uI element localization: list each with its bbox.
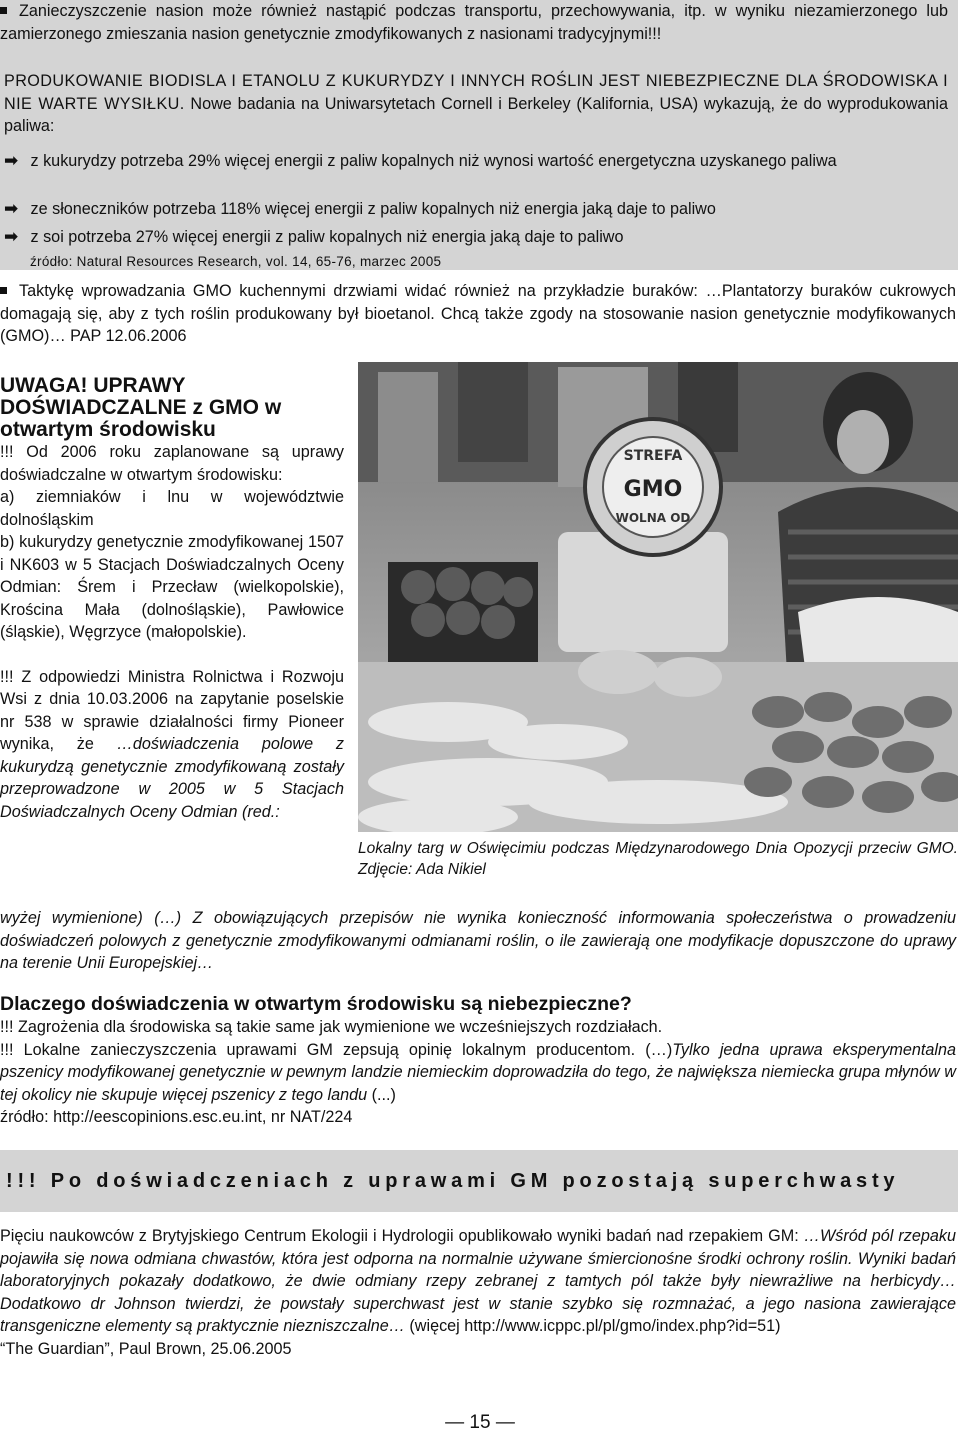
- final-paragraph: Pięciu naukowców z Brytyjskiego Centrum Ekologii i Hydrologii opublikowało wyniki badań nad rzepakiem GM: …Wśród pól rzepaku pojawiła się nowa odmiana chwastów, która jest odporna na normalnie używane śmiercionośne środki ochrony roślin. Wyniki badań laboratoryjnych pokazały dodatkowo, że dwie odmiany rzepy zebranej z tamtych pól także były niewrażliwe na herbicydy…Dodatkowo dr Johnson twierdzi, że powstały superchwast jest w stanie szybko się rozmnażać, a jego nasiona zawierające transgeniczne elementy są praktycznie niezniszczalne… (więcej http://www.icppc.pl/pl/gmo/index.php?id=51): [0, 1227, 956, 1335]
- uwaga-heading: UWAGA! UPRAWY DOŚWIADCZALNE z GMO w otwartym środowisku: [0, 374, 282, 441]
- bullet-beet-tactic: Taktykę wprowadzania GMO kuchennymi drzwiami widać również na przykładzie buraków: …Plantatorzy buraków cukrowych domagają się, aby z tych roślin produkowany był bioetanol. Chcą także zgody na stosowanie nasion genetycznie modyfikowanych (GMO)… PAP 12.06.2006: [0, 282, 956, 345]
- stamp-top-text: STREFA: [623, 448, 683, 464]
- guardian-source: “The Guardian”, Paul Brown, 25.06.2005: [0, 1339, 292, 1358]
- market-photo: [358, 362, 958, 832]
- final-section: [0, 1225, 956, 1360]
- bullet-contamination: Zanieczyszczenie nasion może również nastąpić podczas transportu, przechowywania, itp. w wyniku niezamierzonego lub zamierzonego zmieszania nasion genetycznie zmodyfikowanych z nasionami tradycyjnymi!!!: [0, 2, 948, 43]
- stamp-mid-text: GMO: [623, 477, 683, 502]
- stamp-bottom-text: WOLNA OD: [615, 511, 691, 525]
- arrow-item-sunflower: ➡ ze słoneczników potrzeba 118% więcej energii z paliw kopalnych niż energia jaką daje to paliwo: [4, 198, 948, 221]
- dlaczego-line2: !!! Lokalne zanieczyszczenia uprawami GM zepsują opinię lokalnym producentom. (…)Tylko jedna uprawa eksperymentalna pszenicy modyfikowanej genetycznie w pewnym landzie niemieckim doprowadziła do tego, że największa niemiecka grupa młynów w tej okolicy nie skupuje więcej pszenicy z tego landu (...): [0, 1040, 957, 1104]
- uwaga-item-a: a) ziemniaków i lnu w województwie dolnośląskim: [0, 488, 344, 529]
- superweeds-banner: !!! Po doświadczeniach z uprawami GM pozostają superchwasty: [0, 1150, 958, 1212]
- more-link[interactable]: (więcej http://www.icppc.pl/pl/gmo/index.php?id=51): [404, 1317, 781, 1335]
- dlaczego-heading: Dlaczego doświadczenia w otwartym środowisku są niebezpieczne?: [0, 993, 632, 1015]
- dlaczego-section: [0, 992, 956, 1129]
- uwaga-intro: !!! Od 2006 roku zaplanowane są uprawy doświadczalne w otwartym środowisku:: [0, 443, 344, 484]
- square-bullet-icon: [0, 287, 7, 294]
- square-bullet-icon: [0, 7, 7, 14]
- ministry-continuation: wyżej wymienione) (…) Z obowiązujących przepisów nie wynika konieczność informowania społeczeństwa o prowadzeniu doświadczeń polowych z genetycznie zmodyfikowanymi odmianami roślin, o ile zawierają one modyfikacje dopuszczone do uprawy na terenie Unii Europejskiej…: [0, 909, 956, 972]
- right-arrow-icon: ➡: [4, 227, 19, 246]
- biodiesel-paragraph: [4, 70, 948, 138]
- dlaczego-source: źródło: http://eescopinions.esc.eu.int, nr NAT/224: [0, 1108, 353, 1126]
- caps-heading: PRODUKOWANIE BIODISLA I ETANOLU Z KUKURYDZY I INNYCH ROŚLIN JEST NIEBEZPIECZNE DLA ŚRODOWISKA I NIE WARTE WYSIŁKU.: [4, 72, 948, 113]
- source-natural-resources: źródło: Natural Resources Research, vol. 14, 65-76, marzec 2005: [30, 254, 442, 269]
- right-arrow-icon: ➡: [4, 151, 19, 170]
- uwaga-item-b: b) kukurydzy genetycznie zmodyfikowanej 1507 i NK603 w 5 Stacjach Doświadczalnych Oceny Odmian: Śrem i Przecław (wielkopolskie), Krościna Mała (dolnośląskie), Pawłowice (śląskie), Węgrzyce (małopolskie).: [0, 533, 344, 641]
- caps-tail: Nowe badania na Uniwarsytetach Cornell i Berkeley (Kalifornia, USA) wykazują, że do wyprodukowania paliwa:: [4, 94, 949, 135]
- photo-caption: Lokalny targ w Oświęcimiu podczas Międzynarodowego Dnia Opozycji przeciw GMO. Zdjęcie: Ada Nikiel: [358, 840, 958, 878]
- market-photo-illustration: [358, 362, 958, 832]
- arrow-item-corn: ➡ z kukurydzy potrzeba 29% więcej energii z paliw kopalnych niż wynosi wartość energetyczna uzyskanego paliwa: [4, 150, 948, 173]
- dlaczego-line1: !!! Zagrożenia dla środowiska są takie same jak wymienione we wcześniejszych rozdziałach.: [0, 1018, 663, 1036]
- page-number: — 15 —: [445, 1412, 515, 1433]
- right-arrow-icon: ➡: [4, 199, 19, 218]
- arrow-item-soy: ➡ z soi potrzeba 27% więcej energii z paliw kopalnych niż energia jaką daje to paliwo: [4, 226, 948, 249]
- ministry-answer: !!! Z odpowiedzi Ministra Rolnictwa i Rozwoju Wsi z dnia 10.03.2006 na zapytanie poselskie nr 538 w sprawie działalności firmy Pioneer wynika, że …doświadczenia polowe z kukurydzą genetycznie zmodyfikowaną zostały przeprowadzone w 2005 w 5 Stacjach Doświadczalnych Oceny Odmian (red.:: [0, 667, 344, 821]
- uwaga-section: [0, 375, 344, 823]
